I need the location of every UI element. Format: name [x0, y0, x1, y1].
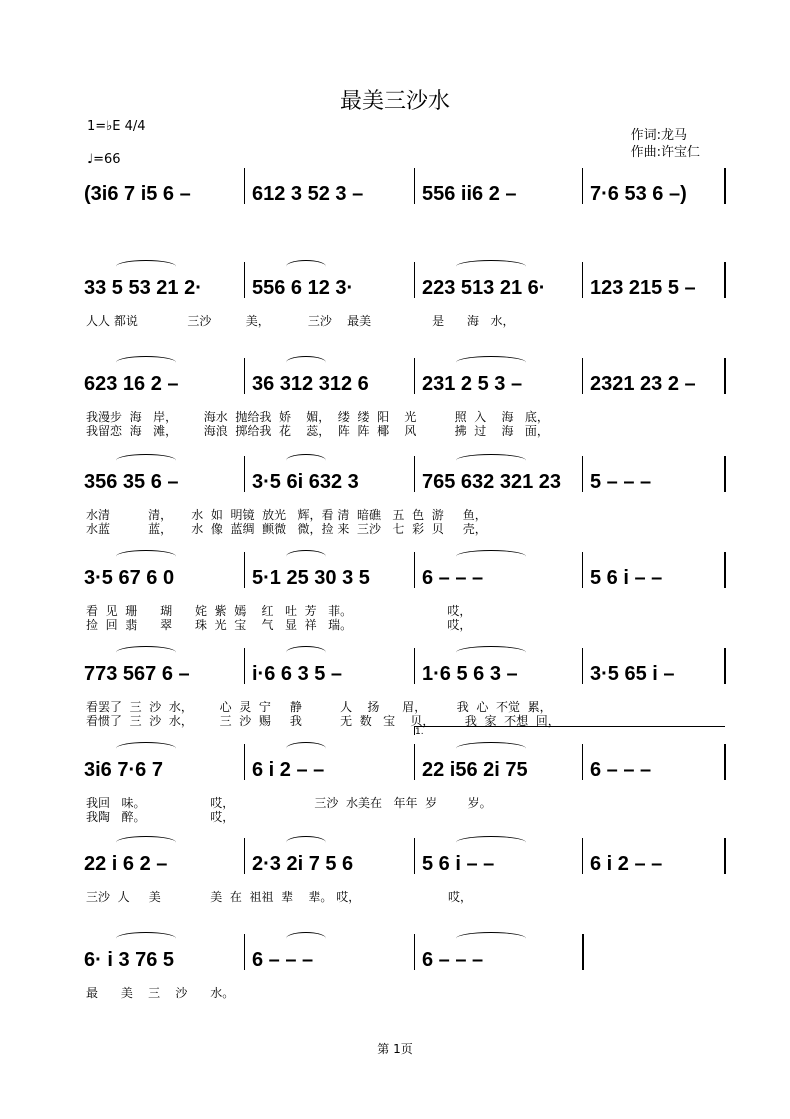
measure: 22 i 6 2 –: [84, 853, 168, 875]
lyrics-line: 我回 味。 哎， 三沙 水美在 年年 岁 岁。: [86, 796, 492, 810]
lyrics-line: 人人 都说 三沙 美， 三沙 最美 是 海 水，: [86, 314, 515, 328]
barline-end: [724, 358, 726, 394]
slur-arc: [116, 932, 176, 945]
barline: [244, 262, 245, 298]
barline: [582, 552, 583, 588]
notes-line: [76, 946, 726, 974]
lyrics-line: 最 美 三 沙 水。: [86, 986, 235, 1000]
barline: [582, 456, 583, 492]
measure: 765 632 321 23: [422, 471, 562, 493]
measure: 6 – – –: [590, 759, 652, 781]
notes-line: [76, 850, 726, 878]
notes-line: [76, 274, 726, 302]
barline-end: [724, 168, 726, 204]
barline: [414, 456, 415, 492]
measure: 6 i 2 – –: [252, 759, 325, 781]
notes-line: [76, 660, 726, 688]
slur-arc: [116, 836, 176, 849]
slur-arc: [286, 550, 326, 563]
barline: [582, 358, 583, 394]
barline: [414, 744, 415, 780]
measure: 6· i 3 76 5: [84, 949, 175, 971]
measure: 3·5 67 6 0: [84, 567, 175, 589]
measure: 356 35 6 –: [84, 471, 179, 493]
barline: [414, 262, 415, 298]
tempo-marking: ♩=66: [87, 152, 121, 167]
barline: [244, 552, 245, 588]
slur-arc: [286, 646, 326, 659]
measure: 36 312 312 6: [252, 373, 369, 395]
lyrics-line: 三沙 人 美 美 在 祖祖 辈 辈。 哎， 哎，: [86, 890, 472, 904]
measure: 773 567 6 –: [84, 663, 190, 685]
slur-arc: [456, 260, 526, 273]
slur-arc: [456, 742, 526, 755]
measure: 623 16 2 –: [84, 373, 179, 395]
slur-arc: [456, 646, 526, 659]
song-title: 最美三沙水: [339, 89, 450, 114]
barline: [414, 168, 415, 204]
composer: 作曲:许宝仁: [630, 145, 700, 160]
page-number: 第 1页: [377, 1042, 413, 1056]
lyrics-line: 捡 回 翡 翠 珠 光 宝 气 显 祥 瑞。 哎，: [86, 618, 472, 632]
measure: 33 5 53 21 2·: [84, 277, 202, 299]
barline: [244, 456, 245, 492]
barline-end: [724, 456, 726, 492]
barline: [244, 168, 245, 204]
slur-arc: [286, 742, 326, 755]
lyrics-line: 水蓝 蓝， 水 像 蓝绸 颤微 微，捡 来 三沙 七 彩 贝 壳，: [86, 522, 487, 536]
measure: 556 ii6 2 –: [422, 183, 517, 205]
barline: [582, 838, 583, 874]
slur-arc: [116, 356, 176, 369]
barline: [414, 358, 415, 394]
barline: [582, 648, 583, 684]
lyrics-line: 看罢了 三 沙 水， 心 灵 宁 静 人 扬 眉， 我 心 不觉 累，: [86, 700, 552, 714]
slur-arc: [116, 646, 176, 659]
measure: 5 6 i – –: [590, 567, 663, 589]
barline: [244, 934, 245, 970]
measure: 5 6 i – –: [422, 853, 495, 875]
lyrics-line: 看 见 珊 瑚 姹 紫 嫣 红 吐 芳 菲。 哎，: [86, 604, 472, 618]
barline-end: [724, 744, 726, 780]
barline-end: [724, 838, 726, 874]
measure: 6 – – –: [422, 949, 484, 971]
measure: (3i6 7 i5 6 –: [84, 183, 191, 205]
measure: 5 – – –: [590, 471, 652, 493]
notes-line: [76, 180, 726, 208]
slur-arc: [286, 356, 326, 369]
barline-end: [724, 262, 726, 298]
barline: [244, 648, 245, 684]
barline: [414, 934, 415, 970]
slur-arc: [286, 454, 326, 467]
barline: [582, 744, 583, 780]
notes-line: [76, 370, 726, 398]
barline: [244, 744, 245, 780]
credits: [631, 127, 700, 161]
barline: [244, 838, 245, 874]
measure: 3·5 65 i –: [590, 663, 675, 685]
lyricist: 作词:龙马: [630, 128, 687, 143]
measure: 6 – – –: [422, 567, 484, 589]
barline: [244, 358, 245, 394]
lyrics-line: 我陶 醉。 哎，: [86, 810, 235, 824]
lyrics-line: 我漫步 海 岸， 海水 抛给我 娇 媚， 缕 缕 阳 光 照 入 海 底，: [86, 410, 549, 424]
barline: [414, 552, 415, 588]
slur-arc: [116, 260, 176, 273]
measure: 556 6 12 3·: [252, 277, 354, 299]
measure: 3·5 6i 632 3: [252, 471, 359, 493]
volta-bracket: 1.: [414, 726, 725, 735]
slur-arc: [286, 836, 326, 849]
measure: 6 i 2 – –: [590, 853, 663, 875]
measure: 223 513 21 6·: [422, 277, 546, 299]
slur-arc: [116, 550, 176, 563]
measure: 123 215 5 –: [590, 277, 696, 299]
notes-line: [76, 468, 726, 496]
barline-end: [724, 648, 726, 684]
measure: 1·6 5 6 3 –: [422, 663, 518, 685]
slur-arc: [116, 454, 176, 467]
measure: 2·3 2i 7 5 6: [252, 853, 354, 875]
slur-arc: [456, 932, 526, 945]
notes-line: [76, 756, 726, 784]
slur-arc: [116, 742, 176, 755]
barline: [582, 168, 583, 204]
measure: 5·1 25 30 3 5: [252, 567, 370, 589]
barline-end: [724, 552, 726, 588]
measure: 7·6 53 6 –): [590, 183, 687, 205]
slur-arc: [286, 260, 326, 273]
slur-arc: [456, 550, 526, 563]
lyrics-line: 我留恋 海 滩， 海浪 掷给我 花 蕊， 阵 阵 椰 风 拂 过 海 面，: [86, 424, 549, 438]
slur-arc: [286, 932, 326, 945]
slur-arc: [456, 836, 526, 849]
barline: [414, 648, 415, 684]
barline: [582, 262, 583, 298]
measure: 2321 23 2 –: [590, 373, 696, 395]
measure: i·6 6 3 5 –: [252, 663, 343, 685]
lyrics-line: 水清 清， 水 如 明镜 放光 辉，看 清 暗礁 五 色 游 鱼，: [86, 508, 487, 522]
slur-arc: [456, 454, 526, 467]
barline-end: [582, 934, 584, 970]
key-signature: 1=♭E 4/4: [87, 119, 146, 134]
measure: 3i6 7·6 7: [84, 759, 163, 781]
measure: 231 2 5 3 –: [422, 373, 523, 395]
measure: 22 i56 2i 75: [422, 759, 528, 781]
lyrics-line: 看惯了 三 沙 水， 三 沙 赐 我 无 数 宝 贝， 我 家 不想 回，: [86, 714, 560, 728]
notes-line: [76, 564, 726, 592]
measure: 612 3 52 3 –: [252, 183, 364, 205]
measure: 6 – – –: [252, 949, 314, 971]
slur-arc: [456, 356, 526, 369]
barline: [414, 838, 415, 874]
